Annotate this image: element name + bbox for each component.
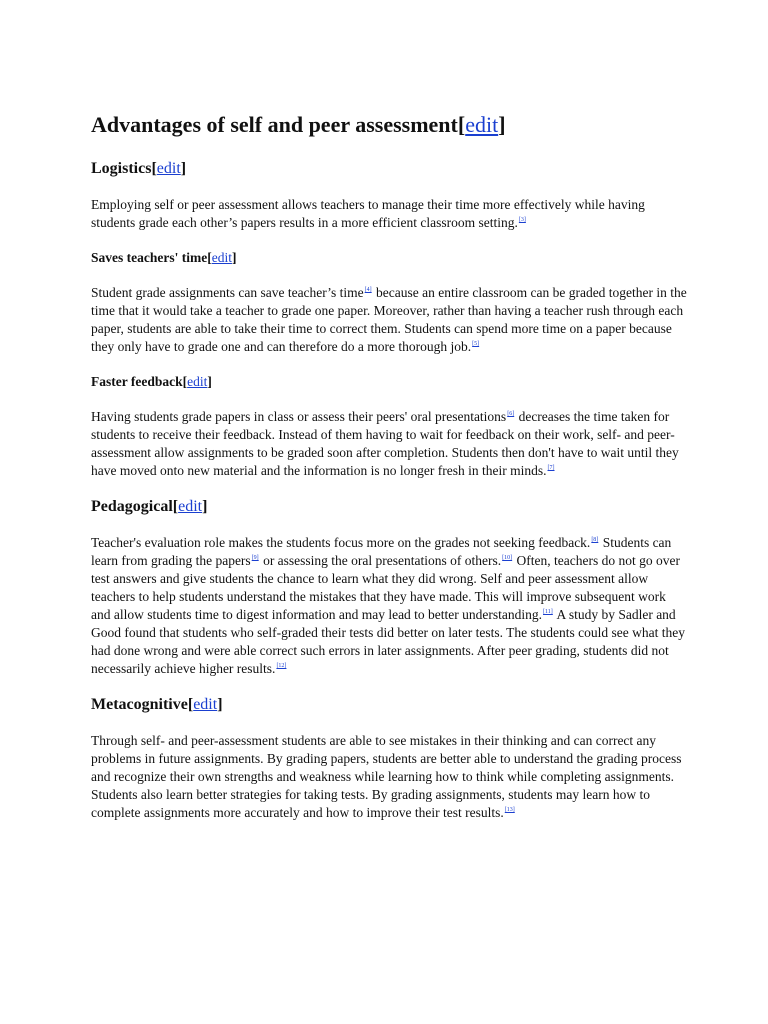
section-heading-pedagogical: Pedagogical[edit] <box>91 498 208 515</box>
logistics-edit-link[interactable]: edit <box>156 160 181 177</box>
paragraph-text: Students can learn from grading the papers <box>91 535 672 568</box>
citation-link[interactable]: [3] <box>518 217 526 223</box>
citation-link[interactable]: [11] <box>543 609 553 615</box>
faster-feedback-paragraph <box>91 408 688 480</box>
paragraph-text: Teacher's evaluation role makes the students focus more on the grades not seeking feedback. <box>91 535 591 550</box>
logistics-paragraph <box>91 196 688 232</box>
paragraph-text: Often, teachers do not go over test answers and give students the chance to learn what they did wrong. Self and peer assessment allow teachers to help students understand the mistakes that they have made. This will improve subsequent work and allow students time to digest information and may lead to better understanding. <box>91 553 680 622</box>
citation-link[interactable]: [8] <box>591 537 599 543</box>
page-title-text: Advantages of self and peer assessment <box>91 112 458 137</box>
section-heading-logistics: Logistics[edit] <box>91 160 187 177</box>
page-title: Advantages of self and peer assessment[edit] <box>91 112 506 137</box>
citation-link[interactable]: [6] <box>507 411 515 417</box>
section-heading-text: Pedagogical <box>91 498 173 515</box>
paragraph-text: Through self- and peer-assessment students are able to see mistakes in their thinking and can correct any problems in future assignments. By grading papers, students are better able to understand the grading process and recognize their own strengths and weakness while learning how to think while completing assignments. Students also learn better strategies for taking tests. By grading assignments, students may learn how to complete assignments more accurately and how to improve their test results. <box>91 733 682 820</box>
citation-link[interactable]: [7] <box>547 465 555 471</box>
section-heading-text: Metacognitive <box>91 696 188 713</box>
paragraph-text: Having students grade papers in class or assess their peers' oral presentations <box>91 409 507 424</box>
subsection-heading-text: Faster feedback <box>91 374 183 389</box>
subsection-heading-faster-feedback: Faster feedback[edit] <box>91 374 212 389</box>
citation-link[interactable]: [5] <box>472 341 480 347</box>
paragraph-text: A study by Sadler and Good found that students who self-graded their tests did better on later tests. The students could see what they had done wrong and were able correct such errors in later assignments. After peer grading, students did not necessarily achieve higher results. <box>91 607 685 676</box>
citation-link[interactable]: [12] <box>276 663 287 669</box>
pedagogical-paragraph <box>91 534 688 678</box>
faster-feedback-edit-link[interactable]: edit <box>187 374 208 389</box>
metacognitive-edit-link[interactable]: edit <box>193 696 218 713</box>
pedagogical-edit-link[interactable]: edit <box>178 498 203 515</box>
section-heading-text: Logistics <box>91 160 152 177</box>
saves-time-paragraph <box>91 284 688 356</box>
section-heading-metacognitive: Metacognitive[edit] <box>91 696 223 713</box>
saves-time-edit-link[interactable]: edit <box>211 250 232 265</box>
subsection-heading-saves-time: Saves teachers' time[edit] <box>91 250 237 265</box>
citation-link[interactable]: [4] <box>364 287 372 293</box>
citation-link[interactable]: [13] <box>504 807 515 813</box>
paragraph-text: because an entire classroom can be graded together in the time that it would take a teacher to grade one paper. Moreover, rather than having a teacher rush through each paper, students are able to take their time to correct them. Students can spend more time on a paper because they only have to grade one and can therefore do a more thorough job. <box>91 285 687 354</box>
paragraph-text: decreases the time taken for students to receive their feedback. Instead of them having to wait for feedback on their work, self- and peer-assessment allow assignments to be graded soon after completion. Students then don't have to wait until they have moved onto new material and the information is no longer fresh in their minds. <box>91 409 679 478</box>
metacognitive-paragraph <box>91 732 688 822</box>
paragraph-text: Student grade assignments can save teacher’s time <box>91 285 364 300</box>
citation-link[interactable]: [9] <box>251 555 259 561</box>
citation-link[interactable]: [10] <box>502 555 513 561</box>
title-edit-link[interactable]: edit <box>465 112 499 137</box>
paragraph-text: Employing self or peer assessment allows teachers to manage their time more effectively while having students grade each other’s papers results in a more efficient classroom setting. <box>91 197 645 230</box>
paragraph-text: or assessing the oral presentations of others. <box>259 553 502 568</box>
subsection-heading-text: Saves teachers' time <box>91 250 208 265</box>
